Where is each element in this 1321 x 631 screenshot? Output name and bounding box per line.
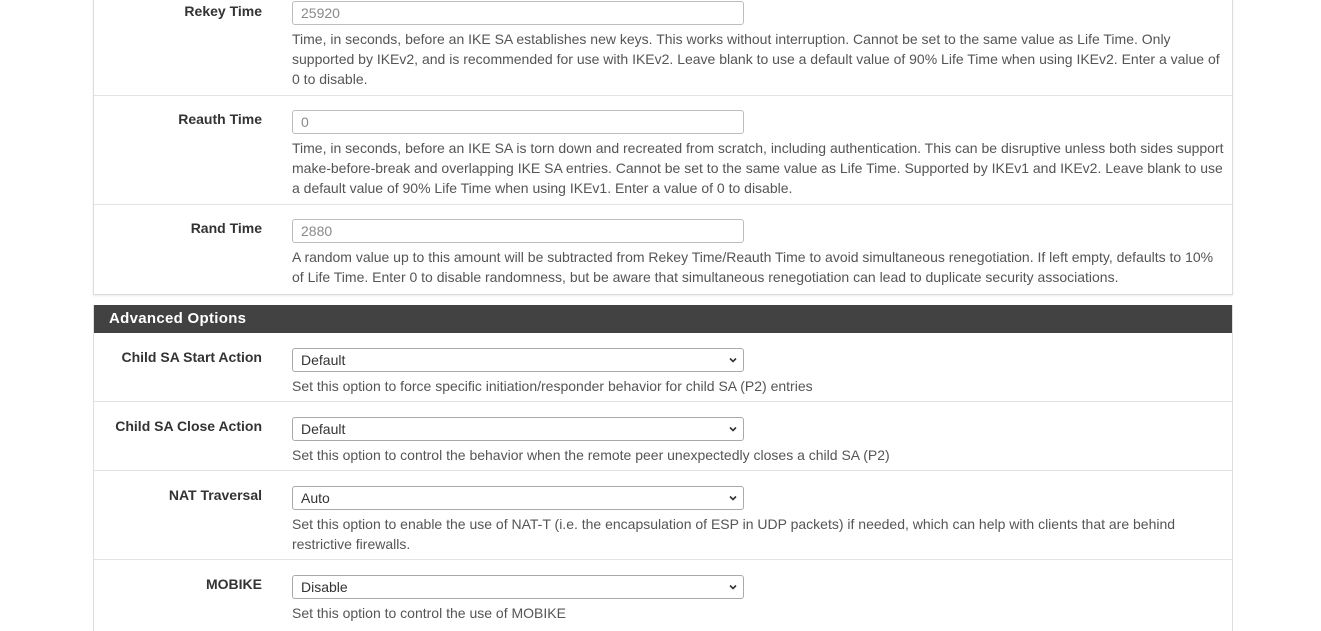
chevron-down-icon: [729, 425, 737, 433]
nat-traversal-row: [94, 471, 1232, 560]
nat-traversal-select[interactable]: [292, 486, 744, 510]
mobike-select[interactable]: [292, 575, 744, 599]
rekey-time-label: Rekey Time: [184, 3, 262, 19]
child-sa-close-action-row: [94, 402, 1232, 471]
child-sa-start-action-label: Child SA Start Action: [121, 349, 262, 365]
child-sa-close-action-help: Set this option to control the behavior when the remote peer unexpectedly closes a child SA (P2): [292, 447, 890, 463]
reauth-time-label: Reauth Time: [178, 111, 262, 127]
rand-time-row: [94, 205, 1232, 293]
chevron-down-icon: [729, 494, 737, 502]
rekey-time-row: [94, 0, 1232, 96]
lifetime-panel: [93, 0, 1233, 295]
nat-traversal-help: Set this option to enable the use of NAT-T (i.e. the encapsulation of ESP in UDP packets) if needed, which can help with clients that are behind restrictive firewalls.: [292, 516, 1176, 552]
rand-time-label: Rand Time: [190, 220, 262, 236]
child-sa-close-action-value: Default: [301, 421, 346, 437]
mobike-value: Disable: [301, 579, 348, 595]
mobike-row: [94, 560, 1232, 629]
chevron-down-icon: [729, 583, 737, 591]
child-sa-start-action-select[interactable]: [292, 348, 744, 372]
child-sa-close-action-label: Child SA Close Action: [115, 418, 262, 434]
nat-traversal-label: NAT Traversal: [168, 487, 262, 503]
child-sa-start-action-row: [94, 333, 1232, 402]
nat-traversal-value: Auto: [301, 490, 330, 506]
rand-time-help: A random value up to this amount will be subtracted from Rekey Time/Reauth Time to avoid simultaneous renegotiation. If left empty, defaults to 10% of Life Time. Enter 0 to disable randomness, but be aware that simultaneous renegotiation can lead to duplicate security associations.: [292, 249, 1214, 285]
advanced-options-panel: [93, 305, 1233, 631]
mobike-label: MOBIKE: [206, 576, 262, 592]
advanced-options-heading: Advanced Options: [94, 305, 1232, 333]
rand-time-input[interactable]: 2880: [292, 219, 744, 243]
rekey-time-help: Time, in seconds, before an IKE SA establishes new keys. This works without interruption. Cannot be set to the same value as Life Time. Only supported by IKEv2, and is recommended for use with IKEv2. Leave blank to use a default value of 90% Life Time when using IKEv2. Enter a value of 0 to disable.: [292, 31, 1220, 87]
reauth-time-help: Time, in seconds, before an IKE SA is torn down and recreated from scratch, including authentication. This can be disruptive unless both sides support make-before-break and overlapping IKE SA entries. Cannot be set to the same value as Life Time. Supported by IKEv1 and IKEv2. Leave blank to use a default value of 90% Life Time when using IKEv1. Enter a value of 0 to disable.: [292, 140, 1224, 196]
child-sa-start-action-value: Default: [301, 352, 346, 368]
child-sa-start-action-help: Set this option to force specific initiation/responder behavior for child SA (P2) entries: [292, 378, 813, 394]
chevron-down-icon: [729, 356, 737, 364]
reauth-time-input[interactable]: 0: [292, 110, 744, 134]
reauth-time-row: [94, 96, 1232, 205]
rekey-time-input[interactable]: 25920: [292, 1, 744, 25]
mobike-help: Set this option to control the use of MOBIKE: [292, 605, 566, 621]
child-sa-close-action-select[interactable]: [292, 417, 744, 441]
